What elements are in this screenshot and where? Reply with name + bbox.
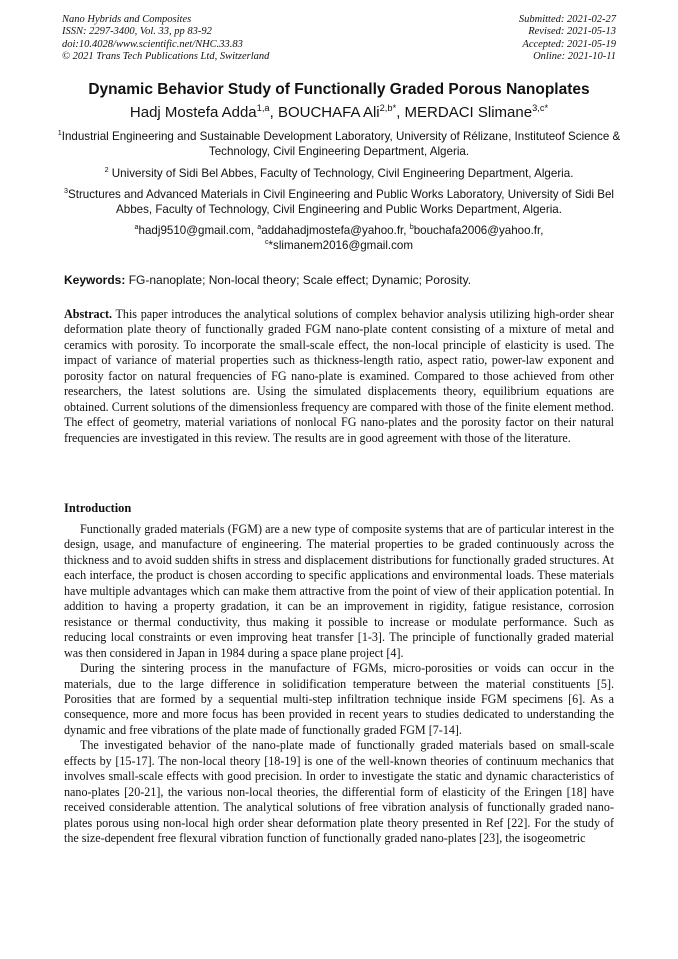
affiliation-text: University of Sidi Bel Abbes, Faculty of Technology, Civil Engineering Department, Algeria. bbox=[108, 167, 574, 180]
email-link[interactable]: hadj9510@gmail.com, bbox=[138, 224, 258, 237]
keywords-label: Keywords: bbox=[64, 273, 126, 287]
paragraph: The investigated behavior of the nano-plate made of functionally graded materials based on small-scale effects by [15-17]. The non-local theory [18-19] is one of the well-known theories of continuum mechanics that involves small-scale effects with good precision. In order to investigate the static and dynamic characteristics of nano-plates [20-21], the various non-local theories, the differential form of elasticity of the Eringen [18] have received considerable attention. The analytical solutions of free vibration analysis of functionally graded nano-plates porous using non-local high order shear deformation plate theory presented in Ref [22]. For the study of the size-dependent free flexural vibration function of functionally graded nano-plates [23], the isogeometric bbox=[64, 738, 614, 846]
author-sup: 1,a bbox=[256, 103, 270, 113]
author-emails bbox=[80, 223, 598, 253]
author-sup: 2,b* bbox=[379, 103, 397, 113]
affiliation-text: Industrial Engineering and Sustainable Development Laboratory, University of Rélizane, Instituteof Science & Technology, Civil Engineering Department, Algeria. bbox=[61, 130, 621, 158]
author-name: BOUCHAFA Ali bbox=[277, 104, 380, 121]
email-link[interactable]: addahadjmostefa@yahoo.fr, bbox=[261, 224, 410, 237]
email-line-2 bbox=[80, 238, 598, 253]
email-link[interactable]: *slimanem2016@gmail.com bbox=[268, 239, 414, 252]
abstract bbox=[64, 307, 614, 446]
date-online: Online: 2021-10-11 bbox=[533, 51, 616, 63]
paragraph: Functionally graded materials (FGM) are a new type of composite systems that are of particular interest in the design, usage, and manufacture of engineering. The material properties to be graded continuously across the thickness and to avoid sudden shifts in stress and displacement distributions for functionally graded structures. At each interface, the product is chosen according to specific applications and environmental loads. These materials have multiple advantages which can make them attractive from the point of view of their application potential. In addition to having a property gradation, it can be an improvement in rigidity, fatigue resistance, corrosion resistance or thermal conductivity, thus making it possible to increase or modulate performance. Such as reducing local constraints or even improving heat transfer [1-3]. The principle of functionally graded material was then considered in Japan in 1984 during a space plane project [4]. bbox=[64, 522, 614, 660]
introduction-body bbox=[64, 522, 614, 847]
affiliation-num: 3 bbox=[63, 186, 68, 196]
journal-doi[interactable]: doi:10.4028/www.scientific.net/NHC.33.83 bbox=[62, 38, 243, 50]
header-left bbox=[62, 14, 269, 64]
email-sup: a bbox=[257, 222, 262, 232]
abstract-label: Abstract. bbox=[64, 307, 113, 321]
section-heading-introduction: Introduction bbox=[64, 501, 132, 515]
paper-title: Dynamic Behavior Study of Functionally Graded Porous Nanoplates bbox=[88, 81, 590, 98]
email-line-1 bbox=[80, 223, 598, 238]
email-link[interactable]: bouchafa2006@yahoo.fr, bbox=[413, 224, 544, 237]
affiliation-1 bbox=[56, 129, 622, 159]
affiliation-2 bbox=[56, 166, 622, 181]
affiliation-3 bbox=[56, 187, 622, 217]
affiliation-num: 1 bbox=[57, 128, 62, 138]
journal-name: Nano Hybrids and Composites bbox=[62, 14, 192, 25]
header-right bbox=[519, 14, 616, 64]
journal-header bbox=[62, 14, 616, 64]
abstract-text: This paper introduces the analytical solutions of complex behavior analysis utilizing high-order shear deformation plate theory of functionally graded FGM nano-plate content consisting of a mixture of metal and ceramics with porosity. To incorporate the small-scale effect, the non-local principle of elasticity is used. The impact of variance of material properties such as thickness-length ratio, aspect ratio, power-law exponent and porosity factor on natural frequencies of FG nano-plate is examined. Compared to those achieved from other researchers, the latest solutions are. Using the simulated displacements theory, equilibrium equations are obtained. Current solutions of the dimensionless frequency are compared with those of the finite element method. The effect of geometry, material variations of nonlocal FG nano-plates and the porosity factor on their natural frequencies are investigated in this review. The results are in good agreement with those of the literature. bbox=[64, 307, 614, 445]
date-submitted: Submitted: 2021-02-27 bbox=[518, 14, 616, 25]
author-sep: , bbox=[269, 104, 278, 121]
author-sup: 3,c* bbox=[532, 103, 549, 113]
author-name: Hadj Mostefa Adda bbox=[129, 104, 257, 121]
author-name: MERDACI Slimane bbox=[404, 104, 533, 121]
keywords-text: FG-nanoplate; Non-local theory; Scale effect; Dynamic; Porosity. bbox=[125, 273, 472, 287]
email-sup: a bbox=[134, 222, 139, 232]
author-sep: , bbox=[396, 104, 405, 121]
paragraph: During the sintering process in the manufacture of FGMs, micro-porosities or voids can occur in the materials, due to the large difference in solidification temperature between the material constituents [5]. Porosities that are formed by a sequential multi-step infiltration technique inside FGM specimens [6]. As a consequence, more and more focus has been provided in recent years to studies dedicated to understanding the dynamic and free vibrations of the plate made of functionally graded FGM [7-14]. bbox=[64, 661, 614, 737]
affiliation-text: Structures and Advanced Materials in Civil Engineering and Public Works Laboratory, University of Sidi Bel Abbes, Faculty of Technology, Civil Engineering and Public Works Department, Algeria. bbox=[67, 188, 615, 216]
journal-issn: ISSN: 2297-3400, Vol. 33, pp 83-92 bbox=[62, 26, 212, 38]
email-sup: c bbox=[264, 237, 269, 247]
author-list bbox=[40, 103, 638, 123]
date-revised: Revised: 2021-05-13 bbox=[528, 26, 616, 38]
keywords bbox=[64, 273, 614, 288]
email-sup: b bbox=[409, 222, 414, 232]
date-accepted: Accepted: 2021-05-19 bbox=[522, 38, 616, 50]
journal-copyright: © 2021 Trans Tech Publications Ltd, Switzerland bbox=[62, 51, 270, 63]
affiliation-num: 2 bbox=[104, 165, 109, 175]
